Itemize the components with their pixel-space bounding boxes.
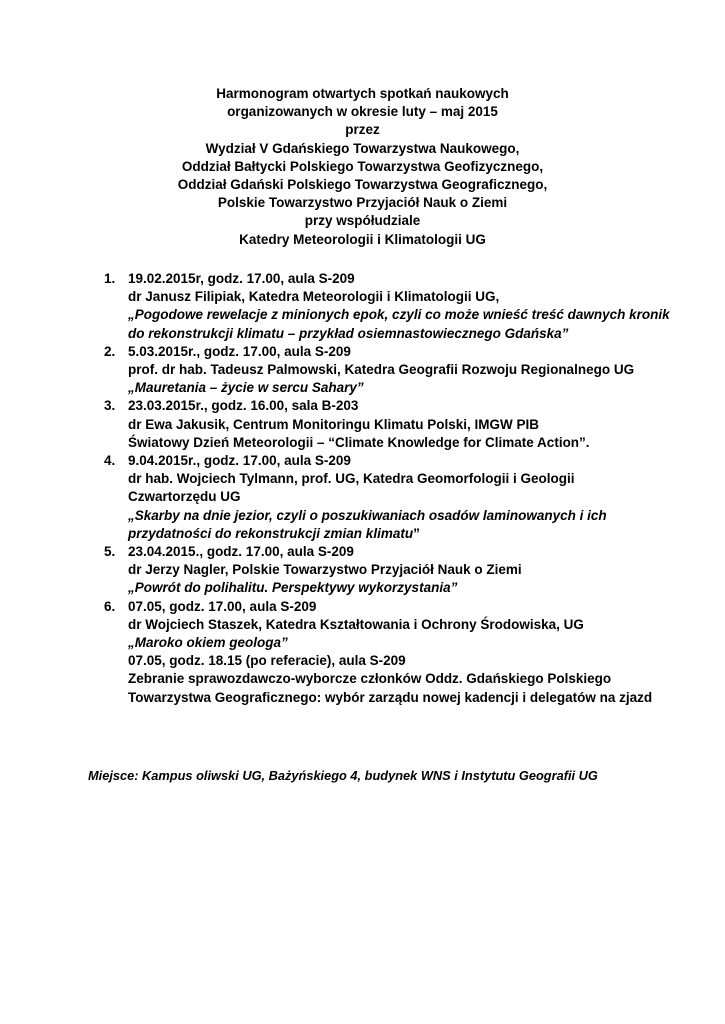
- header-line: organizowanych w okresie luty – maj 2015: [227, 104, 498, 120]
- event-extra: Towarzystwa Geograficznego: wybór zarządu nowej kadencji i delegatów na zjazd: [128, 689, 653, 705]
- event-date: 9.04.2015r., godz. 17.00, aula S-209: [128, 453, 351, 469]
- event-title: „Pogodowe rewelacje z minionych epok, czyli co może wnieść treść dawnych kronik: [128, 307, 670, 323]
- event-note: Światowy Dzień Meteorologii – “Climate Knowledge for Climate Action”.: [128, 434, 590, 450]
- event-speaker: dr Wojciech Staszek, Katedra Kształtowania i Ochrony Środowiska, UG: [128, 616, 584, 632]
- event-item-3: [104, 397, 664, 452]
- event-date: 23.03.2015r., godz. 16.00, sala B-203: [128, 398, 359, 414]
- event-title-text: przydatności do rekonstrukcji zmian klimatu: [128, 525, 414, 541]
- event-speaker: prof. dr hab. Tadeusz Palmowski, Katedra Geografii Rozwoju Regionalnego UG: [128, 362, 635, 378]
- document-header: [0, 85, 725, 249]
- event-speaker: dr Ewa Jakusik, Centrum Monitoringu Klimatu Polski, IMGW PIB: [128, 416, 540, 432]
- location-footer: Miejsce: Kampus oliwski UG, Bażyńskiego 4, budynek WNS i Instytutu Geografii UG: [88, 768, 598, 783]
- event-number: 3.: [104, 398, 116, 414]
- event-title: „Powrót do polihalitu. Perspektywy wykorzystania”: [128, 580, 458, 596]
- header-line: Katedry Meteorologii i Klimatologii UG: [239, 231, 486, 247]
- header-line: Harmonogram otwartych spotkań naukowych: [216, 86, 509, 101]
- event-title: do rekonstrukcji klimatu – przykład osiemnastowiecznego Gdańska”: [128, 325, 569, 341]
- event-item-5: [104, 543, 664, 598]
- event-item-4: [104, 452, 664, 543]
- event-extra-date: 07.05, godz. 18.15 (po referacie), aula S-209: [128, 653, 406, 669]
- event-date: 23.04.2015., godz. 17.00, aula S-209: [128, 544, 354, 560]
- event-speaker: dr Jerzy Nagler, Polskie Towarzystwo Przyjaciół Nauk o Ziemi: [128, 562, 522, 578]
- event-number: 5.: [104, 544, 116, 560]
- event-speaker: dr hab. Wojciech Tylmann, prof. UG, Katedra Geomorfologii i Geologii: [128, 471, 575, 487]
- event-number: 4.: [104, 453, 116, 469]
- event-date: 5.03.2015r., godz. 17.00, aula S-209: [128, 343, 351, 359]
- header-line: Oddział Bałtycki Polskiego Towarzystwa Geofizycznego,: [181, 158, 544, 174]
- event-number: 6.: [104, 598, 116, 614]
- event-number: 2.: [104, 343, 116, 359]
- event-list: [104, 270, 670, 707]
- event-speaker: dr Janusz Filipiak, Katedra Meteorologii i Klimatologii UG,: [128, 289, 500, 305]
- event-date: 19.02.2015r, godz. 17.00, aula S-209: [128, 271, 355, 286]
- header-line: przy współudziale: [304, 213, 421, 229]
- event-number: 1.: [104, 271, 116, 286]
- event-item-1: [104, 270, 670, 343]
- event-title-quote: ”: [413, 525, 420, 541]
- event-speaker: Czwartorzędu UG: [128, 489, 241, 505]
- event-date: 07.05, godz. 17.00, aula S-209: [128, 598, 317, 614]
- event-title: „Maroko okiem geologa”: [128, 635, 288, 651]
- event-item-6: [104, 598, 664, 707]
- event-title: „Mauretania – życie w sercu Sahary”: [128, 380, 364, 396]
- event-extra: Zebranie sprawozdawczo-wyborcze członków Oddz. Gdańskiego Polskiego: [128, 671, 612, 687]
- event-title: „Skarby na dnie jezior, czyli o poszukiwaniach osadów laminowanych i ich: [128, 507, 607, 523]
- event-item-2: [104, 343, 664, 398]
- header-line: Wydział V Gdańskiego Towarzystwa Naukowego,: [205, 140, 520, 156]
- event-title: [128, 525, 664, 543]
- header-line: Oddział Gdański Polskiego Towarzystwa Geograficznego,: [177, 177, 548, 193]
- header-line: Polskie Towarzystwo Przyjaciół Nauk o Ziemi: [217, 195, 508, 211]
- header-line: przez: [345, 122, 380, 138]
